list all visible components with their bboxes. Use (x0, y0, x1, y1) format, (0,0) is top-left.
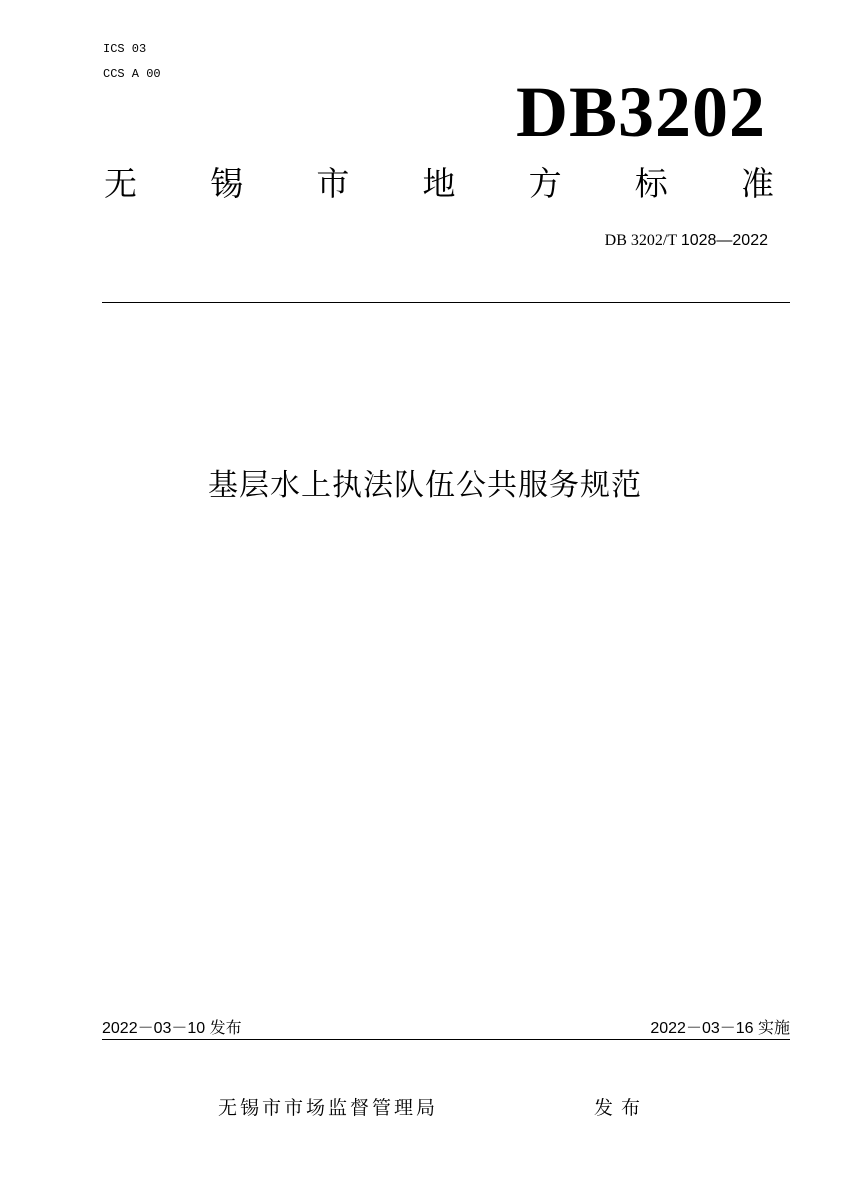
issuing-authority: 无锡市市场监督管理局 (218, 1097, 439, 1119)
standard-number (605, 232, 768, 250)
document-title: 基层水上执法队伍公共服务规范 (208, 468, 642, 503)
standard-type-title (104, 164, 774, 204)
release-date: 2022－03－10 发布 (102, 1020, 242, 1037)
standard-type-char: 地 (422, 164, 456, 203)
standard-type-char: 准 (740, 164, 774, 203)
ics-code: ICS 03 (103, 42, 147, 56)
standard-type-char: 无 (104, 164, 137, 203)
standard-type-char: 市 (316, 164, 350, 203)
standard-code-logo: DB3202 (515, 72, 766, 152)
standard-number-prefix: DB 3202/T (604, 232, 677, 249)
standard-type-char: 方 (528, 164, 562, 203)
ccs-code: CCS A 00 (103, 67, 161, 81)
publish-label: 发布 (594, 1097, 649, 1119)
footer-divider (102, 1039, 790, 1040)
standard-number-main: 1028—2022 (680, 232, 768, 249)
standard-type-char: 标 (634, 164, 668, 203)
implementation-date: 2022－03－16 实施 (650, 1020, 790, 1037)
standard-type-char: 锡 (210, 164, 244, 203)
header-divider (102, 302, 790, 303)
